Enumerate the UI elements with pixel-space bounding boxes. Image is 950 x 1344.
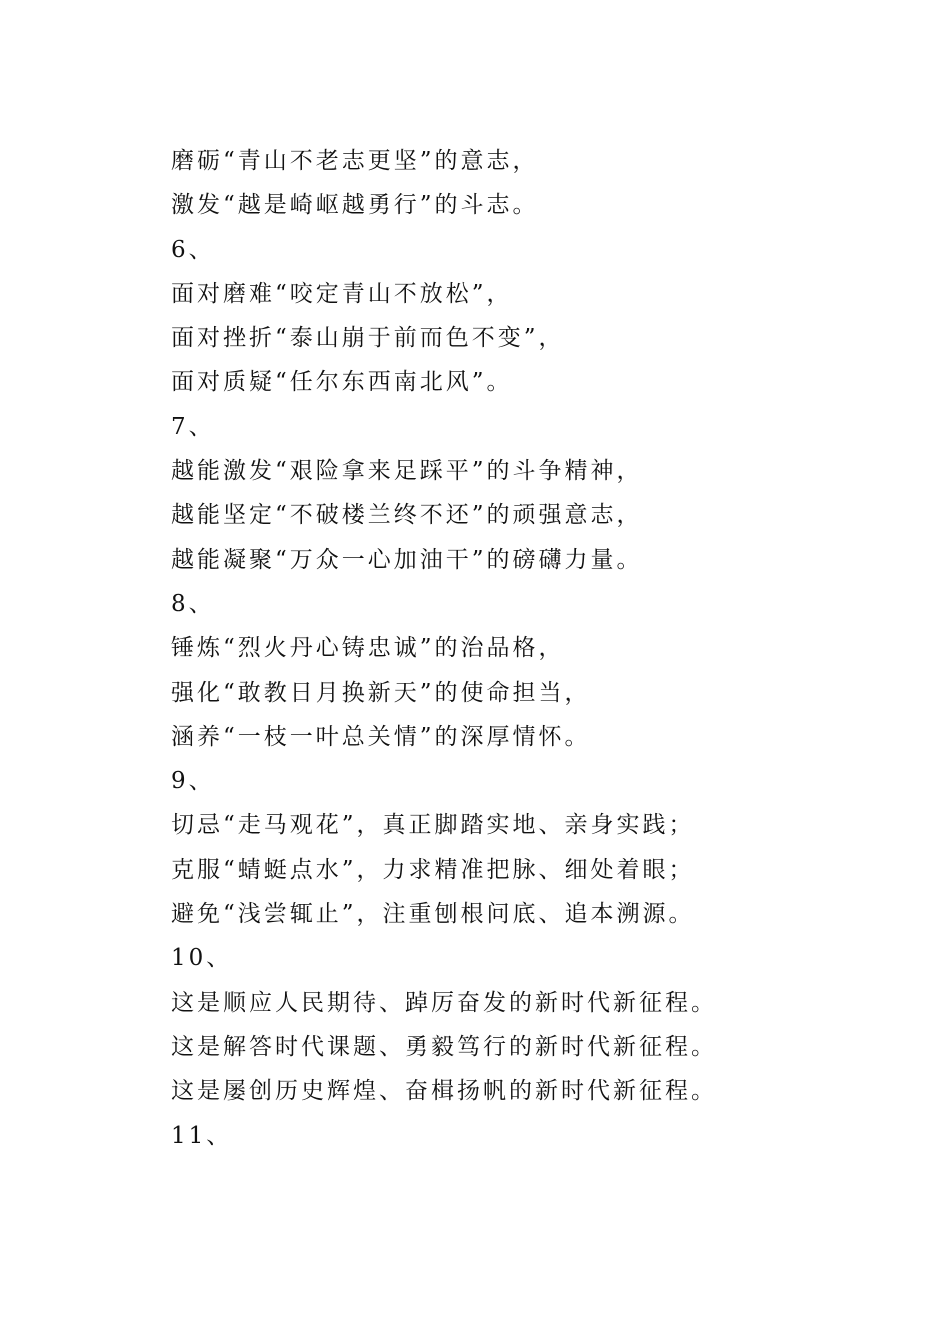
text-line: 切忌“走马观花”，真正脚踏实地、亲身实践； (171, 812, 695, 839)
text-line: 面对挫折“泰山崩于前而色不变”， (171, 325, 565, 352)
text-line: 这是解答时代课题、勇毅笃行的新时代新征程。 (171, 1033, 717, 1060)
text-line: 避免“浅尝辄止”，注重刨根问底、追本溯源。 (171, 901, 695, 928)
text-line: 强化“敢教日月换新天”的使命担当， (171, 679, 591, 706)
section-number: 9、 (171, 768, 215, 795)
text-line: 越能激发“艰险拿来足踩平”的斗争精神， (171, 458, 643, 485)
text-line: 面对磨难“咬定青山不放松”， (171, 280, 513, 307)
section-number: 7、 (171, 413, 215, 440)
text-line: 越能凝聚“万众一心加油干”的磅礴力量。 (171, 546, 643, 573)
section-number: 11、 (171, 1122, 233, 1149)
text-line: 这是屡创历史辉煌、奋楫扬帆的新时代新征程。 (171, 1078, 717, 1105)
section-number: 8、 (171, 590, 215, 617)
text-line: 面对质疑“任尔东西南北风”。 (171, 369, 513, 396)
text-line: 磨砺“青山不老志更坚”的意志， (171, 148, 539, 174)
document-body (171, 139, 891, 1158)
section-number: 6、 (171, 236, 215, 263)
text-line: 涵养“一枝一叶总关情”的深厚情怀。 (171, 723, 591, 750)
text-line: 越能坚定“不破楼兰终不还”的顽强意志， (171, 502, 643, 529)
text-line: 克服“蜻蜓点水”，力求精准把脉、细处着眼； (171, 856, 695, 883)
text-line: 锤炼“烈火丹心铸忠诚”的治品格， (171, 635, 565, 662)
text-line: 这是顺应人民期待、踔厉奋发的新时代新征程。 (171, 989, 717, 1016)
section-number: 10、 (171, 945, 233, 972)
text-line: 激发“越是崎岖越勇行”的斗志。 (171, 192, 539, 219)
